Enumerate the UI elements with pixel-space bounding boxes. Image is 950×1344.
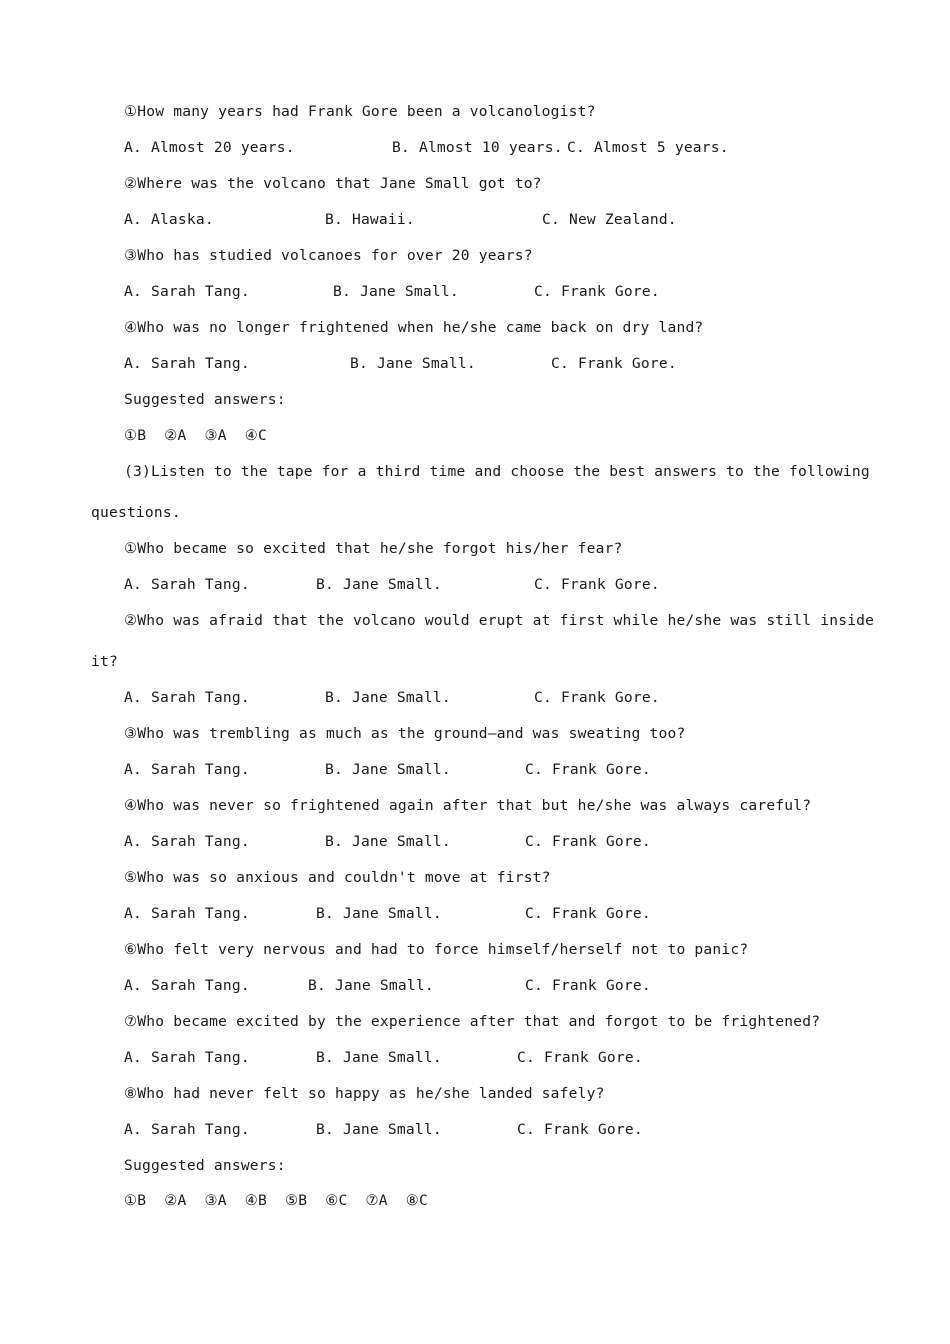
option-a: A. Sarah Tang. [124,977,250,994]
option-b: B. Hawaii. [325,211,415,228]
option-a: A. Sarah Tang. [124,689,250,706]
question-text: ②Who was afraid that the volcano would erupt at first while he/she was still inside [124,612,875,629]
answer-key: ①B ②A ③A ④B ⑤B ⑥C ⑦A ⑧C [124,1192,428,1209]
option-c: C. Frank Gore. [534,689,660,706]
option-c: C. Frank Gore. [534,576,660,593]
option-a: A. Sarah Tang. [124,576,250,593]
question-text: ①Who became so excited that he/she forgot his/her fear? [124,540,623,557]
question-text: ③Who has studied volcanoes for over 20 years? [124,247,533,264]
section-instruction: (3)Listen to the tape for a third time and choose the best answers to the following [124,463,870,480]
answer-key: ①B ②A ③A ④C [124,427,267,444]
option-a: A. Sarah Tang. [124,1049,250,1066]
option-c: C. Frank Gore. [534,283,660,300]
option-a: A. Sarah Tang. [124,833,250,850]
question-text: ⑧Who had never felt so happy as he/she landed safely? [124,1085,605,1102]
option-c: C. Frank Gore. [525,761,651,778]
option-c: C. Frank Gore. [517,1121,643,1138]
option-a: A. Almost 20 years. [124,139,295,156]
option-b: B. Jane Small. [316,1121,442,1138]
question-text: ④Who was no longer frightened when he/she came back on dry land? [124,319,704,336]
option-a: A. Sarah Tang. [124,905,250,922]
option-c: C. Frank Gore. [551,355,677,372]
option-b: B. Jane Small. [325,833,451,850]
option-b: B. Jane Small. [325,761,451,778]
option-b: B. Jane Small. [333,283,459,300]
question-text: ①How many years had Frank Gore been a volcanologist? [124,103,596,120]
question-text: ③Who was trembling as much as the ground—and was sweating too? [124,725,686,742]
option-a: A. Alaska. [124,211,214,228]
suggested-answers-label: Suggested answers: [124,1157,286,1174]
question-text: ⑤Who was so anxious and couldn't move at first? [124,869,551,886]
option-b: B. Jane Small. [308,977,434,994]
option-a: A. Sarah Tang. [124,761,250,778]
question-text: ④Who was never so frightened again after that but he/she was always careful? [124,797,812,814]
section-instruction-continued: questions. [91,504,181,521]
option-a: A. Sarah Tang. [124,1121,250,1138]
question-text: ②Where was the volcano that Jane Small got to? [124,175,542,192]
option-b: B. Jane Small. [316,576,442,593]
option-b: B. Almost 10 years. [392,139,563,156]
option-a: A. Sarah Tang. [124,355,250,372]
question-text-continued: it? [91,653,118,670]
option-b: B. Jane Small. [325,689,451,706]
option-c: C. Almost 5 years. [567,139,729,156]
option-b: B. Jane Small. [316,1049,442,1066]
option-c: C. Frank Gore. [525,905,651,922]
option-b: B. Jane Small. [316,905,442,922]
option-c: C. Frank Gore. [517,1049,643,1066]
option-c: C. Frank Gore. [525,833,651,850]
suggested-answers-label: Suggested answers: [124,391,286,408]
option-c: C. New Zealand. [542,211,677,228]
option-a: A. Sarah Tang. [124,283,250,300]
question-text: ⑥Who felt very nervous and had to force himself/herself not to panic? [124,941,749,958]
question-text: ⑦Who became excited by the experience after that and forgot to be frightened? [124,1013,821,1030]
option-c: C. Frank Gore. [525,977,651,994]
option-b: B. Jane Small. [350,355,476,372]
